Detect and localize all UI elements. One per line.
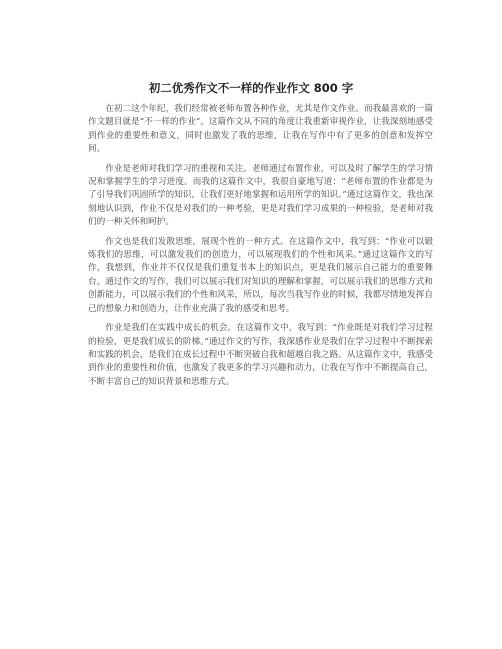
document-body — [88, 103, 433, 395]
paragraph-3: 作文也是我们发散思维，展现个性的一种方式。在这篇作文中，我写到：“作业可以锻炼我们的思维，可以激发我们的创造力，可以展现我们的个性和风采。”通过这篇作文的写作，我想到，作业并不仅仅是我们重复书本上的知识点，更是我们展示自己能力的重要舞台。通过作文的写作，我们可以展示我们对知识的理解和掌握，可以展示我们的思维方式和创新能力，可以展示我们的个性和风采，所以，每次当我写作业的时候，我都尽情地发挥自己的想象力和创造力，让作业充满了我的感受和思考。 — [88, 236, 433, 314]
paragraph-2: 作业是老师对我们学习的重视和关注。老师通过布置作业，可以及时了解学生的学习情况和掌握学生的学习进度。而我的这篇作文中，我很自豪地写道：“老师布置的作业都是为了引导我们巩固所学的知识，让我们更好地掌握和运用所学的知识。”通过这篇作文，我也深刻地认识到，作业不仅是对我们的一种考验，更是对我们学习成果的一种检验，是老师对我们的一种关怀和呵护。 — [88, 163, 433, 228]
paragraph-4: 作业是我们在实践中成长的机会。在这篇作文中，我写到：“作业既是对我们学习过程的检验，更是我们成长的阶梯。”通过作文的写作，我深感作业是我们在学习过程中不断探索和实践的机会，是我们在成长过程中不断突破自我和超越自我之路。从这篇作文中，我感受到作业的重要性和价值，也激发了我更多的学习兴趣和动力，让我在写作中不断提高自己，不断丰富自己的知识背景和思维方式。 — [88, 323, 433, 387]
document-title: 初二优秀作文不一样的作业作文 800 字 — [148, 81, 354, 95]
paragraph-1: 在初二这个年纪，我们经常被老师布置各种作业，尤其是作文作业。而我最喜欢的一篇作文题目就是“不一样的作业”。这篇作文从不同的角度让我重新审视作业，让我深刻地感受到作业的重要性和意义，同时也激发了我的思维，让我在写作中有了更多的创意和发挥空间。 — [88, 104, 433, 155]
